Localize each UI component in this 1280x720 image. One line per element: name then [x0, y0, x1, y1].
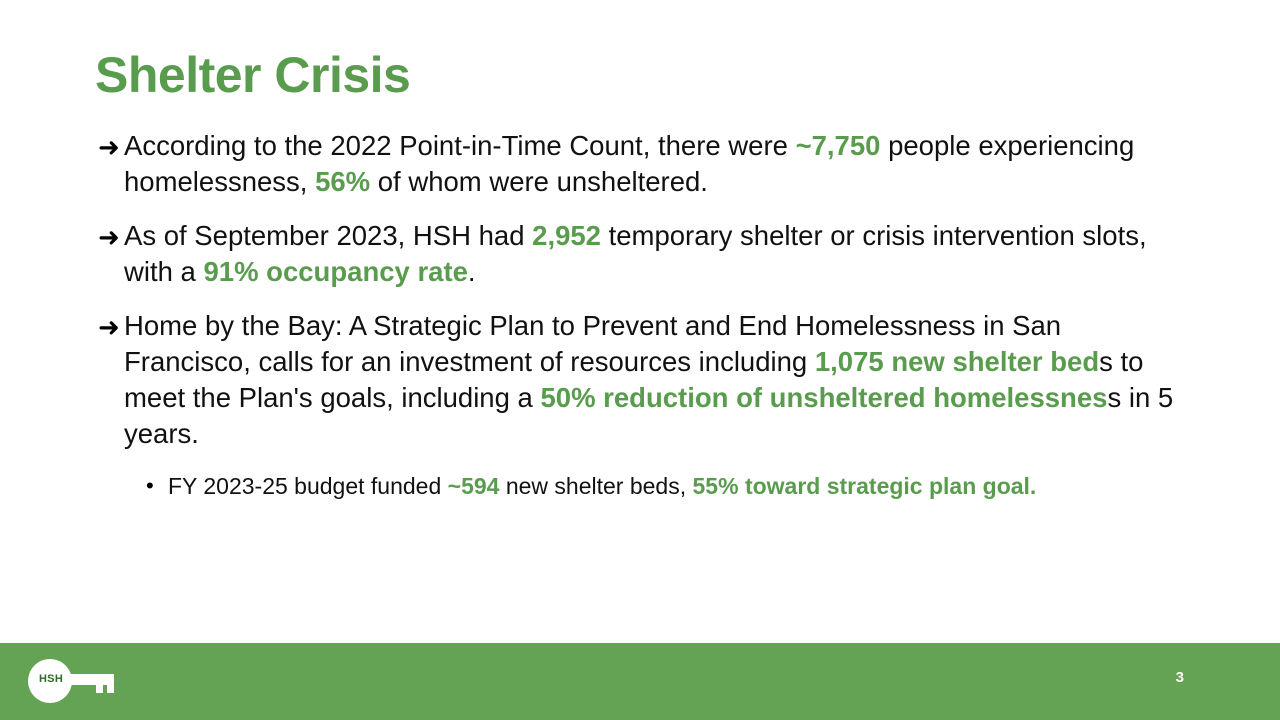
slide-body — [98, 128, 1188, 502]
key-tooth-icon — [96, 685, 103, 693]
logo-text: HSH — [38, 673, 64, 685]
bullet-segment: . — [467, 256, 476, 287]
bullet-marker-icon: ➜ — [98, 222, 120, 252]
bullet-segment: s to meet the Plan's goals, including a — [124, 346, 1144, 413]
sub-list-item — [146, 470, 1188, 502]
bullet-segment: people experiencing homelessness, — [124, 130, 1135, 197]
bullet-segment: temporary shelter or crisis intervention slots, with a — [124, 220, 1147, 287]
slide-top-edge — [0, 0, 1280, 3]
hsh-logo — [28, 659, 114, 703]
sub-bullet-segment-highlight: 55% toward strategic plan goal. — [692, 473, 1037, 499]
bullet-segment-highlight: 91% occupancy rate — [203, 256, 468, 287]
bullet-segment-highlight: 56% — [315, 166, 371, 197]
page-number: 3 — [1175, 669, 1184, 686]
bullet-text — [124, 128, 1188, 200]
bullet-text — [124, 218, 1188, 290]
list-item — [98, 128, 1188, 200]
bullet-segment: of whom were unsheltered. — [370, 166, 708, 197]
sub-bullet-text — [168, 470, 1188, 502]
bullet-segment-highlight: 2,952 — [532, 220, 601, 251]
bullet-text — [124, 308, 1188, 452]
bullet-segment-highlight: 1,075 new shelter bed — [814, 346, 1100, 377]
bullet-segment: As of September 2023, HSH had — [124, 220, 533, 251]
bullet-segment: Home by the Bay: A Strategic Plan to Prevent and End Homelessness in San Francisco, calls for an investment of resources including — [124, 310, 1062, 377]
bullet-marker-icon: ➜ — [98, 132, 120, 162]
bullet-segment: s in 5 years. — [124, 382, 1174, 449]
bullet-segment-highlight: ~7,750 — [795, 130, 881, 161]
list-item — [98, 218, 1188, 290]
bullet-segment: According to the 2022 Point-in-Time Count, there were — [124, 130, 796, 161]
list-item — [98, 308, 1188, 452]
sub-bullet-segment: FY 2023-25 budget funded — [168, 473, 448, 499]
footer-bar — [0, 643, 1280, 720]
key-shaft-icon — [68, 674, 114, 685]
page-title: Shelter Crisis — [95, 47, 411, 103]
bullet-marker-icon: ➜ — [98, 312, 120, 342]
sub-bullet-segment: new shelter beds, — [499, 473, 693, 499]
key-tooth-icon — [107, 685, 114, 693]
bullet-segment-highlight: 50% reduction of unsheltered homelessnes — [540, 382, 1108, 413]
sub-bullet-segment-highlight: ~594 — [447, 473, 500, 499]
sub-bullet-marker-icon: • — [146, 473, 154, 498]
